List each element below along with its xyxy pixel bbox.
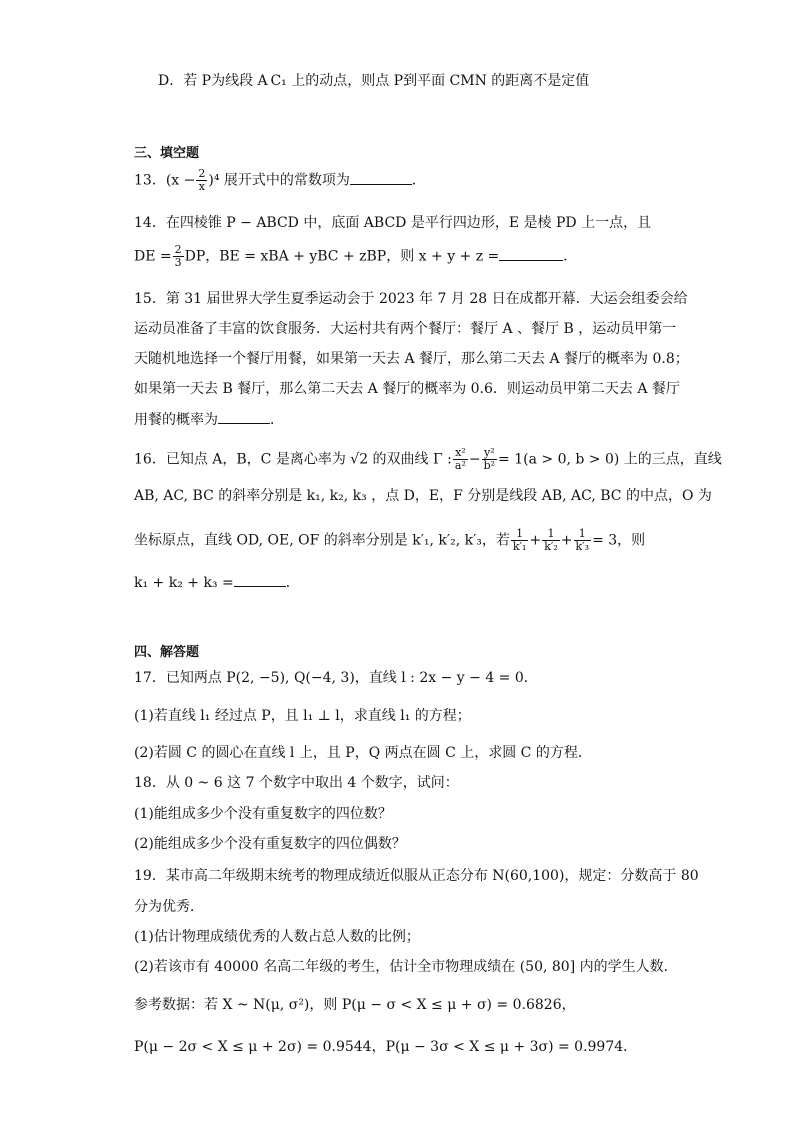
question-15-line1: 15．第 31 届世界大学生夏季运动会于 2023 年 7 月 28 日在成都开幕．大运会组委会给 xyxy=(134,291,688,307)
q16-frac-y xyxy=(482,447,497,472)
section-heading-fill-in: 三、填空题 xyxy=(134,146,200,161)
q16-f2-den: k′₂ xyxy=(544,540,558,553)
question-19-part2: (2)若该市有 40000 名高二年级的考生，估计全市物理成绩在 (50, 80] 内的学生人数． xyxy=(134,959,678,975)
q16-f1-den: k′₁ xyxy=(512,540,527,553)
q16-frac-x-den: a² xyxy=(454,459,466,472)
q14-answer-blank[interactable] xyxy=(499,246,563,261)
question-19-part1: (1)估计物理成绩优秀的人数占总人数的比例； xyxy=(134,929,420,945)
question-19-reference: 参考数据：若 X ~ N(μ, σ²)，则 P(μ − σ < X ≤ μ + σ) = 0.6826， xyxy=(134,997,576,1013)
q13-frac-num: 2 xyxy=(198,167,206,180)
section-heading-solve: 四、解答题 xyxy=(134,645,200,660)
question-17-part2: (2)若圆 C 的圆心在直线 l 上，且 P，Q 两点在圆 C 上，求圆 C 的方程． xyxy=(134,745,592,761)
question-16-line4 xyxy=(134,572,300,593)
q16-l3-post: = 3，则 xyxy=(592,532,646,549)
q15-end: ． xyxy=(270,412,284,428)
q14-frac-den: 3 xyxy=(174,256,182,269)
q16-l4-text: k₁ + k₂ + k₃ = xyxy=(134,575,234,591)
question-13 xyxy=(134,168,426,193)
question-19-reference-cont: P(μ − 2σ < X ≤ μ + 2σ) = 0.9544，P(μ − 3σ < X ≤ μ + 3σ) = 0.9974． xyxy=(134,1039,638,1055)
q14-pre: DE = xyxy=(134,248,172,265)
q16-l1-post: = 1(a > 0, b > 0) 上的三点，直线 xyxy=(498,451,722,468)
q16-answer-blank[interactable] xyxy=(234,572,286,587)
question-15-line4: 如果第一天去 B 餐厅，那么第二天去 A 餐厅的概率为 0.6．则运动员甲第二天去 A 餐厅 xyxy=(134,381,680,397)
question-15-line3: 天随机地选择一个餐厅用餐，如果第一天去 A 餐厅，那么第二天去 A 餐厅的概率为 0.8； xyxy=(134,351,689,367)
q13-post: )⁴ 展开式中的常数项为 xyxy=(208,172,350,189)
question-18-part1: (1)能组成多少个没有重复数字的四位数？ xyxy=(134,806,392,822)
q16-f3-num: 1 xyxy=(574,528,592,541)
question-19-stem-cont: 分为优秀． xyxy=(134,899,204,915)
q16-frac-x-num: x² xyxy=(453,447,468,460)
q13-frac-den: x xyxy=(198,180,205,193)
q16-frac-x xyxy=(453,447,468,472)
q13-fraction xyxy=(196,168,207,193)
q16-frac-y-den: b² xyxy=(483,459,496,472)
q14-mid: DP，BE = xBA + yBC + zBP，则 x + y + z = xyxy=(184,248,500,265)
q15-answer-blank[interactable] xyxy=(218,409,270,424)
option-d: D．若 P为线段 A C₁ 上的动点，则点 P到平面 CMN 的距离不是定值 xyxy=(158,73,590,89)
q16-end: ． xyxy=(285,575,300,591)
question-18-stem: 18．从 0 ~ 6 这 7 个数字中取出 4 个数字，试问： xyxy=(134,775,459,791)
q16-frac-3 xyxy=(574,528,592,553)
q14-fraction xyxy=(173,244,184,269)
q16-frac-y-num: y² xyxy=(482,447,497,460)
q14-end: ． xyxy=(563,248,578,265)
q13-answer-blank[interactable] xyxy=(350,170,412,185)
q16-l1-pre: 16．已知点 A，B，C 是离心率为 √2 的双曲线 Γ : xyxy=(134,451,452,468)
q16-frac-1 xyxy=(511,528,529,553)
question-15-line5 xyxy=(134,409,284,430)
question-16-line3: 坐标原点，直线 OD, OE, OF 的斜率分别是 k′₁, k′₂, k′₃，若 $\frac{1}{\text{k′₁}}$ + $\frac{1}{\text{k′₂}}$ + $\frac{1}{\text{k′₃}}$ = 3，则 xyxy=(134,527,646,553)
q13-pre: 13．(x − xyxy=(134,172,196,189)
q16-f2-num: 1 xyxy=(542,528,560,541)
question-18-part2: (2)能组成多少个没有重复数字的四位偶数？ xyxy=(134,836,406,852)
question-19-stem: 19．某市高二年级期末统考的物理成绩近似服从正态分布 N(60,100)，规定：分数高于 80 xyxy=(134,868,699,884)
question-16-line1 xyxy=(134,447,722,472)
question-15-line2: 运动员准备了丰富的饮食服务．大运村共有两个餐厅：餐厅 A 、餐厅 B ，运动员甲第一 xyxy=(134,321,677,337)
q16-minus: − xyxy=(468,451,481,468)
question-16-line2: AB, AC, BC 的斜率分别是 k₁, k₂, k₃ ，点 D，E，F 分别是线段 AB, AC, BC 的中点，O 为 xyxy=(134,488,712,504)
question-14-line2 xyxy=(134,244,577,269)
q16-l3-pre: 坐标原点，直线 OD, OE, OF 的斜率分别是 k′₁, k′₂, k′₃，若 xyxy=(134,532,510,549)
question-14-line1: 14．在四棱锥 P − ABCD 中，底面 ABCD 是平行四边形，E 是棱 PD 上一点，且 xyxy=(134,215,652,231)
question-17-stem: 17．已知两点 P(2, −5), Q(−4, 3)，直线 l : 2x − y − 4 = 0． xyxy=(134,670,538,686)
q13-end: ． xyxy=(411,172,426,189)
q16-frac-2 xyxy=(542,528,560,553)
q16-f1-num: 1 xyxy=(511,528,529,541)
q16-f3-den: k′₃ xyxy=(575,540,590,553)
q14-frac-num: 2 xyxy=(174,243,182,256)
question-17-part1: (1)若直线 l₁ 经过点 P，且 l₁ ⊥ l，求直线 l₁ 的方程； xyxy=(134,708,471,724)
q15-l5-text: 用餐的概率为 xyxy=(134,412,218,428)
